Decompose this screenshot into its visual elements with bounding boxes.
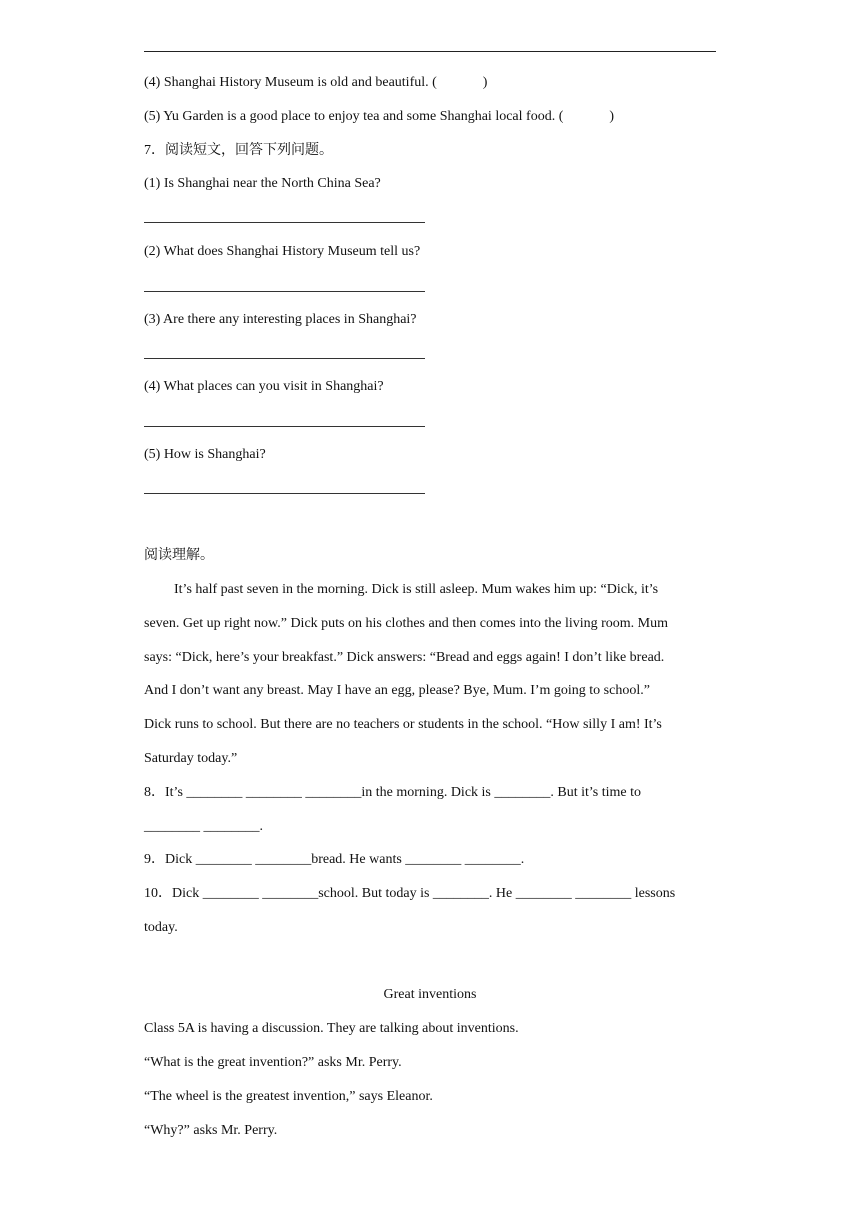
inventions-line: Class 5A is having a discussion. They are talking about inventions. (144, 1021, 519, 1036)
tf-item-5-close: ) (609, 109, 615, 124)
question-7-5: (5) How is Shanghai? (144, 447, 266, 462)
question-10-line-2: today. (144, 920, 178, 935)
inventions-line: “The wheel is the greatest invention,” says Eleanor. (144, 1089, 433, 1104)
tf-item-5 (144, 108, 614, 126)
answer-line-7-3[interactable] (144, 358, 425, 359)
section-7-heading: 7．阅读短文，回答下列问题。 (144, 143, 333, 158)
header-rule (144, 51, 716, 52)
question-7-1: (1) Is Shanghai near the North China Sea? (144, 176, 381, 191)
passage-line: And I don’t want any breast. May I have an egg, please? Bye, Mum. I’m going to school.” (144, 683, 650, 698)
tf-item-4-close: ) (482, 75, 488, 90)
answer-line-7-5[interactable] (144, 493, 425, 494)
inventions-title: Great inventions (383, 987, 477, 1002)
passage-line: Dick runs to school. But there are no teachers or students in the school. “How silly I am! It’s (144, 717, 662, 732)
question-10-line-1: 10．Dick ________ ________school. But today is ________. He ________ ________ lessons (144, 886, 676, 901)
passage-line: It’s half past seven in the morning. Dick is still asleep. Mum wakes him up: “Dick, it’s (174, 582, 659, 597)
reading-heading: 阅读理解。 (144, 548, 214, 563)
question-7-2: (2) What does Shanghai History Museum tell us? (144, 244, 421, 259)
question-7-4: (4) What places can you visit in Shanghai? (144, 379, 384, 394)
passage-line: says: “Dick, here’s your breakfast.” Dick answers: “Bread and eggs again! I don’t like bread. (144, 650, 665, 665)
tf-item-4 (144, 74, 487, 92)
answer-line-7-4[interactable] (144, 426, 425, 427)
answer-line-7-2[interactable] (144, 291, 425, 292)
inventions-line: “Why?” asks Mr. Perry. (144, 1123, 278, 1138)
inventions-line: “What is the great invention?” asks Mr. Perry. (144, 1055, 402, 1070)
passage-line: Saturday today.” (144, 751, 238, 766)
question-7-3: (3) Are there any interesting places in Shanghai? (144, 312, 417, 327)
question-8-line-1: 8．It’s ________ ________ ________in the morning. Dick is ________. But it’s time to (144, 785, 641, 800)
question-8-line-2: ________ ________. (144, 819, 263, 834)
tf-item-4-text: (4) Shanghai History Museum is old and beautiful. ( (144, 75, 437, 90)
question-9: 9．Dick ________ ________bread. He wants ________ ________. (144, 852, 525, 867)
tf-item-5-text: (5) Yu Garden is a good place to enjoy tea and some Shanghai local food. ( (144, 109, 564, 124)
passage-line: seven. Get up right now.” Dick puts on his clothes and then comes into the living room. Mum (144, 616, 669, 631)
answer-line-7-1[interactable] (144, 222, 425, 223)
